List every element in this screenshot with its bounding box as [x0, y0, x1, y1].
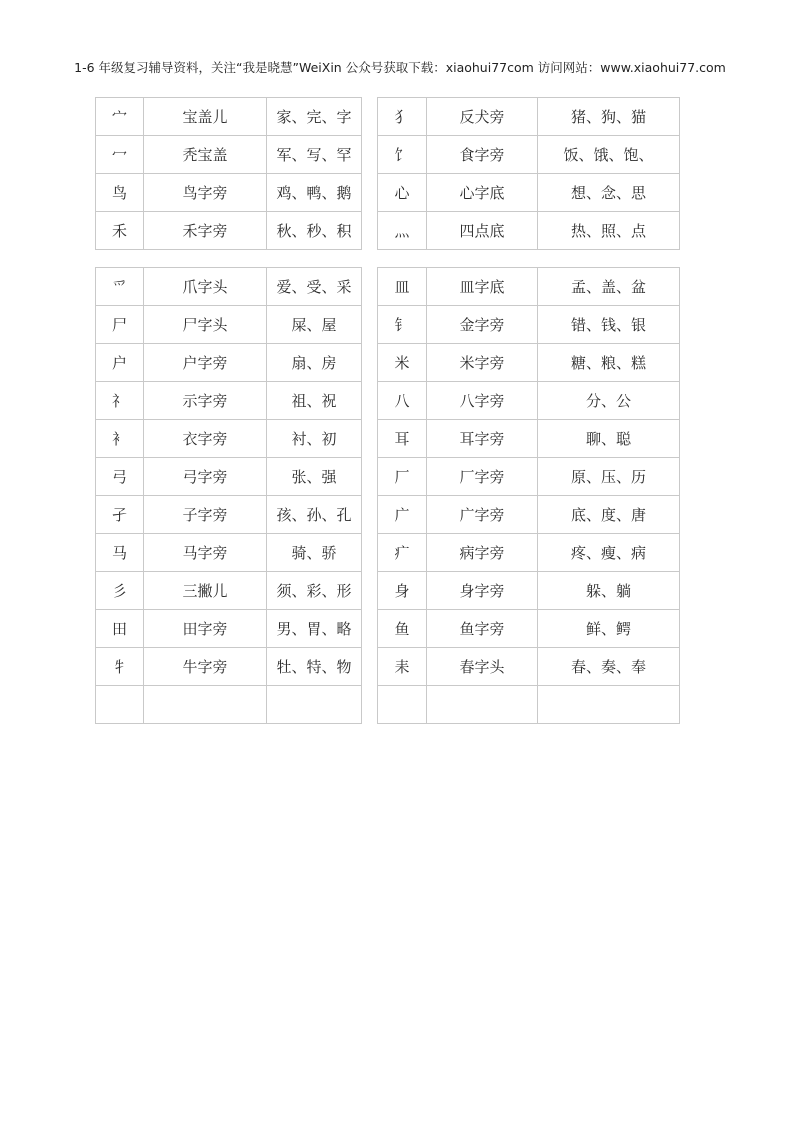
column-gap — [362, 136, 378, 174]
column-gap — [362, 572, 378, 610]
radical-name-cell: 食字旁 — [427, 136, 538, 174]
radical-name-cell: 宝盖儿 — [144, 98, 267, 136]
radical-name-cell: 弓字旁 — [144, 458, 267, 496]
examples-cell: 男、胃、略 — [267, 610, 362, 648]
column-gap — [362, 648, 378, 686]
radical-name-cell: 鱼字旁 — [427, 610, 538, 648]
radical-name-cell: 秃宝盖 — [144, 136, 267, 174]
examples-cell: 热、照、点 — [538, 212, 680, 250]
examples-cell: 扇、房 — [267, 344, 362, 382]
radical-name-cell: 厂字旁 — [427, 458, 538, 496]
radical-cell: 灬 — [378, 212, 427, 250]
examples-cell: 衬、初 — [267, 420, 362, 458]
column-gap — [362, 344, 378, 382]
table-row — [96, 136, 680, 174]
radical-cell: 弓 — [96, 458, 144, 496]
radical-cell: 田 — [96, 610, 144, 648]
radical-cell: 厂 — [378, 458, 427, 496]
radical-name-cell: 春字头 — [427, 648, 538, 686]
examples-cell — [538, 686, 680, 724]
examples-cell: 猪、狗、猫 — [538, 98, 680, 136]
examples-cell: 错、钱、银 — [538, 306, 680, 344]
examples-cell: 军、写、罕 — [267, 136, 362, 174]
radical-name-cell: 耳字旁 — [427, 420, 538, 458]
table-row — [96, 648, 680, 686]
radical-cell: 马 — [96, 534, 144, 572]
radical-name-cell: 牛字旁 — [144, 648, 267, 686]
radical-cell: 宀 — [96, 98, 144, 136]
radical-cell: 鸟 — [96, 174, 144, 212]
examples-cell: 糖、粮、糕 — [538, 344, 680, 382]
radicals-table-2 — [95, 267, 680, 724]
radical-name-cell: 尸字头 — [144, 306, 267, 344]
examples-cell: 聊、聪 — [538, 420, 680, 458]
radical-name-cell: 心字底 — [427, 174, 538, 212]
radical-name-cell: 禾字旁 — [144, 212, 267, 250]
column-gap — [362, 686, 378, 724]
examples-cell: 牡、特、物 — [267, 648, 362, 686]
radical-cell: 耒 — [378, 648, 427, 686]
table-row — [96, 382, 680, 420]
table-row — [96, 458, 680, 496]
examples-cell: 饭、饿、饱、 — [538, 136, 680, 174]
column-gap — [362, 174, 378, 212]
examples-cell: 须、彩、形 — [267, 572, 362, 610]
radical-cell: 禾 — [96, 212, 144, 250]
table-row — [96, 420, 680, 458]
table-row — [96, 98, 680, 136]
examples-cell: 原、压、历 — [538, 458, 680, 496]
radical-cell — [96, 686, 144, 724]
examples-cell: 分、公 — [538, 382, 680, 420]
radical-name-cell — [144, 686, 267, 724]
radical-name-cell: 马字旁 — [144, 534, 267, 572]
column-gap — [362, 610, 378, 648]
column-gap — [362, 420, 378, 458]
radical-cell: 广 — [378, 496, 427, 534]
radical-cell: 孑 — [96, 496, 144, 534]
radical-name-cell: 米字旁 — [427, 344, 538, 382]
examples-cell: 躲、躺 — [538, 572, 680, 610]
examples-cell: 底、度、唐 — [538, 496, 680, 534]
examples-cell: 鲜、鳄 — [538, 610, 680, 648]
table-row — [96, 306, 680, 344]
radical-cell: 疒 — [378, 534, 427, 572]
radical-name-cell: 皿字底 — [427, 268, 538, 306]
table-row — [96, 610, 680, 648]
radical-cell: 尸 — [96, 306, 144, 344]
examples-cell: 祖、祝 — [267, 382, 362, 420]
column-gap — [362, 496, 378, 534]
column-gap — [362, 458, 378, 496]
examples-cell: 张、强 — [267, 458, 362, 496]
radical-cell: 礻 — [96, 382, 144, 420]
radical-cell: 户 — [96, 344, 144, 382]
radical-cell: 八 — [378, 382, 427, 420]
table-row — [96, 534, 680, 572]
table-row — [96, 686, 680, 724]
radical-name-cell: 衣字旁 — [144, 420, 267, 458]
radical-cell: 米 — [378, 344, 427, 382]
column-gap — [362, 212, 378, 250]
table-row — [96, 268, 680, 306]
examples-cell: 骑、骄 — [267, 534, 362, 572]
examples-cell: 屎、屋 — [267, 306, 362, 344]
examples-cell: 疼、瘦、病 — [538, 534, 680, 572]
radical-name-cell: 户字旁 — [144, 344, 267, 382]
radical-name-cell: 广字旁 — [427, 496, 538, 534]
radical-name-cell: 爪字头 — [144, 268, 267, 306]
examples-cell: 孟、盖、盆 — [538, 268, 680, 306]
radical-cell: 耳 — [378, 420, 427, 458]
examples-cell — [267, 686, 362, 724]
table-row — [96, 572, 680, 610]
radical-cell: 皿 — [378, 268, 427, 306]
radical-name-cell: 三撇儿 — [144, 572, 267, 610]
examples-cell: 家、完、字 — [267, 98, 362, 136]
page-header: 1-6 年级复习辅导资料，关注“我是晓慧”WeiXin 公众号获取下载：xiaohui77com 访问网站：www.xiaohui77.com — [74, 60, 726, 75]
radical-name-cell: 示字旁 — [144, 382, 267, 420]
radical-cell: 爫 — [96, 268, 144, 306]
radical-name-cell: 子字旁 — [144, 496, 267, 534]
examples-cell: 春、奏、奉 — [538, 648, 680, 686]
radical-name-cell — [427, 686, 538, 724]
table-row — [96, 344, 680, 382]
column-gap — [362, 534, 378, 572]
radical-cell: 鱼 — [378, 610, 427, 648]
radical-cell: 冖 — [96, 136, 144, 174]
examples-cell: 秋、秒、积 — [267, 212, 362, 250]
radical-name-cell: 八字旁 — [427, 382, 538, 420]
radical-cell: 心 — [378, 174, 427, 212]
radicals-table-1 — [95, 97, 680, 250]
radical-cell — [378, 686, 427, 724]
column-gap — [362, 268, 378, 306]
radical-name-cell: 病字旁 — [427, 534, 538, 572]
table-row — [96, 212, 680, 250]
column-gap — [362, 98, 378, 136]
radical-cell: 犭 — [378, 98, 427, 136]
examples-cell: 孩、孙、孔 — [267, 496, 362, 534]
radical-name-cell: 金字旁 — [427, 306, 538, 344]
radical-cell: 钅 — [378, 306, 427, 344]
column-gap — [362, 306, 378, 344]
radical-cell: 饣 — [378, 136, 427, 174]
radical-name-cell: 反犬旁 — [427, 98, 538, 136]
radical-cell: 牜 — [96, 648, 144, 686]
examples-cell: 鸡、鸭、鹅 — [267, 174, 362, 212]
radical-cell: 身 — [378, 572, 427, 610]
radical-name-cell: 四点底 — [427, 212, 538, 250]
radical-name-cell: 田字旁 — [144, 610, 267, 648]
radical-name-cell: 身字旁 — [427, 572, 538, 610]
table-row — [96, 174, 680, 212]
radical-name-cell: 鸟字旁 — [144, 174, 267, 212]
radical-cell: 彡 — [96, 572, 144, 610]
examples-cell: 想、念、思 — [538, 174, 680, 212]
examples-cell: 爱、受、采 — [267, 268, 362, 306]
radical-cell: 衤 — [96, 420, 144, 458]
table-row — [96, 496, 680, 534]
column-gap — [362, 382, 378, 420]
